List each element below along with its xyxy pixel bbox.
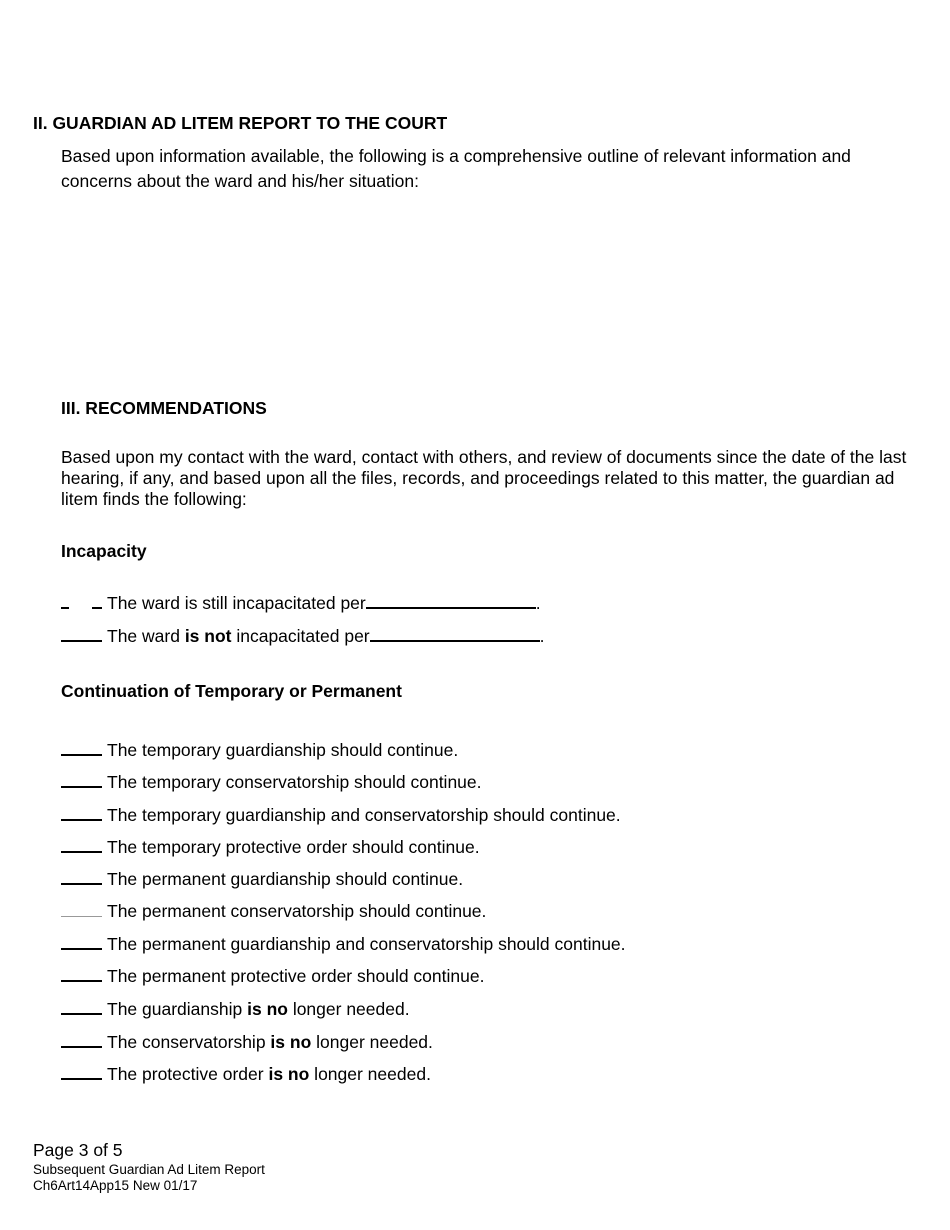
recommendations-paragraph: Based upon my contact with the ward, contact with others, and review of documents since the date of the last hearing, if any, and based upon all the files, records, and proceedings related to this matter, the guardian ad litem finds the following:: [61, 447, 907, 509]
checkbox-blank[interactable]: [61, 769, 102, 788]
checkbox-blank[interactable]: [61, 899, 102, 917]
checkbox-blank[interactable]: [61, 737, 102, 756]
option-text: The ward is still incapacitated per: [107, 593, 366, 613]
page-number: Page 3 of 5: [33, 1140, 123, 1160]
checkbox-blank[interactable]: [61, 1061, 102, 1080]
continuation-option: The temporary protective order should continue.: [61, 834, 480, 856]
subheading-continuation: Continuation of Temporary or Permanent: [61, 681, 402, 701]
footer-form-code: Ch6Art14App15 New 01/17: [33, 1178, 198, 1193]
checkbox-blank[interactable]: [61, 963, 102, 982]
continuation-option: The temporary conservatorship should continue.: [61, 769, 482, 791]
section-heading-recommendations: III. RECOMMENDATIONS: [61, 398, 267, 418]
checkbox-blank[interactable]: [61, 866, 102, 885]
checkbox-blank[interactable]: [61, 623, 102, 642]
checkbox-blank[interactable]: [61, 931, 102, 950]
checkbox-blank[interactable]: [61, 996, 102, 1015]
continuation-option: The permanent conservatorship should continue.: [61, 899, 486, 921]
checkbox-blank[interactable]: [61, 592, 102, 609]
continuation-option: The temporary guardianship and conservatorship should continue.: [61, 802, 621, 824]
checkbox-blank[interactable]: [61, 834, 102, 853]
continuation-option: The protective order is no longer needed.: [61, 1061, 431, 1083]
report-intro-text: Based upon information available, the following is a comprehensive outline of relevant information and concerns about the ward and his/her situation:: [61, 146, 851, 191]
continuation-option: The permanent guardianship should continue.: [61, 866, 463, 888]
continuation-option: The permanent guardianship and conservatorship should continue.: [61, 931, 626, 953]
fill-in-line[interactable]: [366, 590, 536, 609]
footer-form-title: Subsequent Guardian Ad Litem Report: [33, 1162, 265, 1177]
checkbox-blank[interactable]: [61, 1029, 102, 1048]
incapacity-option-still: The ward is still incapacitated per .: [61, 590, 541, 612]
continuation-option: The permanent protective order should continue.: [61, 963, 484, 985]
subheading-incapacity: Incapacity: [61, 541, 147, 561]
section-heading-report: II. GUARDIAN AD LITEM REPORT TO THE COURT: [33, 113, 448, 133]
continuation-option: The temporary guardianship should continue.: [61, 737, 458, 759]
continuation-option: The conservatorship is no longer needed.: [61, 1029, 433, 1051]
checkbox-blank[interactable]: [61, 802, 102, 821]
fill-in-line[interactable]: [370, 623, 540, 642]
continuation-option: The guardianship is no longer needed.: [61, 996, 410, 1018]
incapacity-option-not: The ward is not incapacitated per .: [61, 623, 545, 645]
